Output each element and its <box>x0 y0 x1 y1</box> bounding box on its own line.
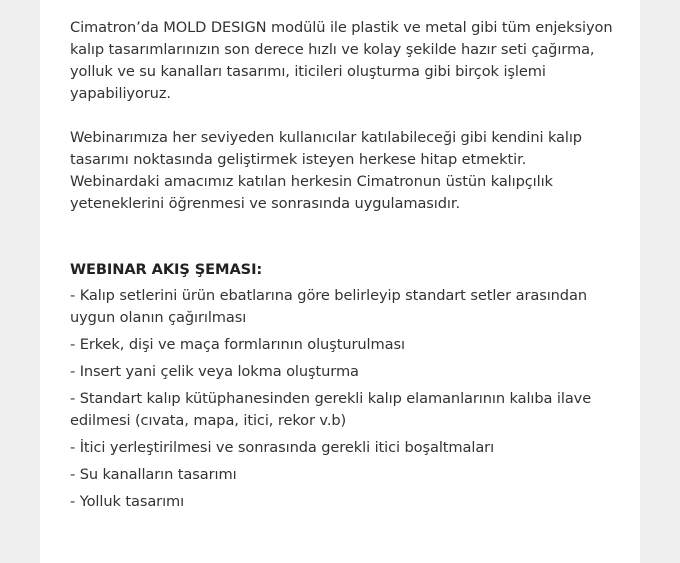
list-item: - Su kanalların tasarımı <box>70 466 237 483</box>
content-card <box>40 0 640 563</box>
flow-list <box>70 285 615 513</box>
intro-paragraph-1: Cimatron’da MOLD DESIGN modülü ile plastik ve metal gibi tüm enjeksiyon kalıp tasarımlarınızın son derece hızlı ve kolay şekilde hazır seti çağırma, yolluk ve su kanalları tasarımı, iticileri oluşturma gibi birçok işlemi yapabiliyoruz. <box>70 19 613 102</box>
webinar-description <box>70 17 615 518</box>
list-item: - Erkek, dişi ve maça formlarının oluşturulması <box>70 336 405 353</box>
flow-heading: WEBINAR AKIŞ ŞEMASI: <box>70 261 263 278</box>
list-item: - Standart kalıp kütüphanesinden gerekli kalıp elamanlarının kalıba ilave edilmesi (cıvata, mapa, itici, rekor v.b) <box>70 390 592 429</box>
intro-paragraph-2: Webinarımıza her seviyeden kullanıcılar katılabileceği gibi kendini kalıp tasarımı noktasında geliştirmek isteyen herkese hitap etmektir. Webinardaki amacımız katılan herkesin Cimatronun üstün kalıpçılık yeteneklerini öğrenmesi ve sonrasında uygulamasıdır. <box>70 129 582 212</box>
list-item: - Insert yani çelik veya lokma oluşturma <box>70 363 359 380</box>
list-item: - İtici yerleştirilmesi ve sonrasında gerekli itici boşaltmaları <box>70 439 495 456</box>
list-item: - Kalıp setlerini ürün ebatlarına göre belirleyip standart setler arasından uygun olanın çağırılması <box>70 287 587 326</box>
list-item: - Yolluk tasarımı <box>70 493 185 510</box>
